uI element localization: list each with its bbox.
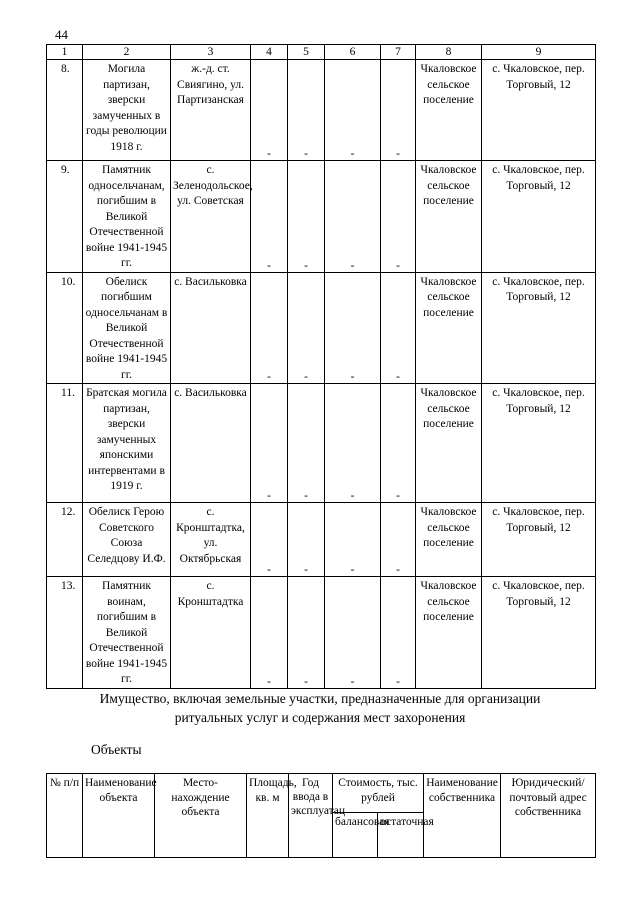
section-heading-line: ритуальных услуг и содержания мест захоронения (174, 710, 466, 725)
column-number: 6 (325, 45, 381, 60)
col7-value: - (381, 60, 416, 161)
row-number: 12. (47, 503, 83, 577)
col5-value: - (288, 272, 325, 384)
object-location: с. Зеленодольское, ул. Советская (171, 161, 251, 273)
column-number: 3 (171, 45, 251, 60)
owner-address: с. Чкаловское, пер. Торговый, 12 (482, 60, 596, 161)
col-residual-header: остаточная (378, 813, 424, 858)
col7-value: - (381, 503, 416, 577)
col4-value: - (251, 577, 288, 689)
column-number: 9 (482, 45, 596, 60)
col5-value: - (288, 60, 325, 161)
col4-value: - (251, 503, 288, 577)
col7-value: - (381, 272, 416, 384)
column-number: 7 (381, 45, 416, 60)
object-location: с. Кронштадтка, ул. Октябрьская (171, 503, 251, 577)
col6-value: - (325, 503, 381, 577)
object-name: Могила партизан, зверски замученных в годы революции 1918 г. (83, 60, 171, 161)
object-location: с. Васильковка (171, 272, 251, 384)
page-number: 44 (55, 27, 68, 42)
col-location-header: Место-нахождение объекта (155, 774, 247, 858)
col4-value: - (251, 272, 288, 384)
col5-value: - (288, 503, 325, 577)
col7-value: - (381, 161, 416, 273)
column-number: 5 (288, 45, 325, 60)
col-owner-header: Наименование собственника (424, 774, 501, 858)
object-location: с. Васильковка (171, 384, 251, 503)
owner: Чкаловское сельское поселение (416, 272, 482, 384)
owner: Чкаловское сельское поселение (416, 60, 482, 161)
table-row (47, 161, 596, 273)
col4-value: - (251, 384, 288, 503)
row-number: 9. (47, 161, 83, 273)
col6-value: - (325, 577, 381, 689)
col6-value: - (325, 272, 381, 384)
col7-value: - (381, 577, 416, 689)
owner: Чкаловское сельское поселение (416, 577, 482, 689)
owner-address: с. Чкаловское, пер. Торговый, 12 (482, 384, 596, 503)
objects-label: Объекты (91, 742, 142, 757)
col-year-header: Год ввода в эксплуатац (289, 774, 333, 858)
table-row (47, 272, 596, 384)
row-number: 8. (47, 60, 83, 161)
col5-value: - (288, 384, 325, 503)
row-number: 10. (47, 272, 83, 384)
col-cost-header: Стоимость, тыс. рублей (333, 774, 424, 813)
col-address-header: Юридический/ почтовый адрес собственника (501, 774, 596, 858)
col7-value: - (381, 384, 416, 503)
header-row (47, 774, 596, 813)
object-name: Братская могила партизан, зверски замученных японскими интервентами в 1919 г. (83, 384, 171, 503)
col5-value: - (288, 577, 325, 689)
column-number: 1 (47, 45, 83, 60)
object-location: с. Кронштадтка (171, 577, 251, 689)
col4-value: - (251, 161, 288, 273)
owner-address: с. Чкаловское, пер. Торговый, 12 (482, 577, 596, 689)
owner: Чкаловское сельское поселение (416, 503, 482, 577)
col4-value: - (251, 60, 288, 161)
table-row (47, 503, 596, 577)
col-balance-header: балансовая (333, 813, 378, 858)
column-number: 8 (416, 45, 482, 60)
table-row (47, 577, 596, 689)
row-number: 13. (47, 577, 83, 689)
col6-value: - (325, 161, 381, 273)
column-number: 4 (251, 45, 288, 60)
object-name: Памятник воинам, погибшим в Великой Отечественной войне 1941-1945 гг. (83, 577, 171, 689)
object-name: Памятник односельчанам, погибшим в Великой Отечественной войне 1941-1945 гг. (83, 161, 171, 273)
owner-address: с. Чкаловское, пер. Торговый, 12 (482, 161, 596, 273)
table-row (47, 60, 596, 161)
col-area-header: Площадь, кв. м (247, 774, 289, 858)
section-heading (40, 689, 600, 727)
object-name: Обелиск погибшим односельчанам в Великой Отечественной войне 1941-1945 гг. (83, 272, 171, 384)
owner: Чкаловское сельское поселение (416, 161, 482, 273)
section-heading-line: Имущество, включая земельные участки, предназначенные для организации (99, 691, 541, 706)
column-number-row (47, 45, 596, 60)
owner-address: с. Чкаловское, пер. Торговый, 12 (482, 272, 596, 384)
col6-value: - (325, 60, 381, 161)
owner: Чкаловское сельское поселение (416, 384, 482, 503)
owner-address: с. Чкаловское, пер. Торговый, 12 (482, 503, 596, 577)
col-name-header: Наименование объекта (83, 774, 155, 858)
memorials-table (46, 44, 596, 689)
row-number: 11. (47, 384, 83, 503)
col6-value: - (325, 384, 381, 503)
column-number: 2 (83, 45, 171, 60)
object-location: ж.-д. ст. Свиягино, ул. Партизанская (171, 60, 251, 161)
objects-table (46, 773, 596, 858)
col-num-header: № п/п (47, 774, 83, 858)
table-row (47, 384, 596, 503)
col5-value: - (288, 161, 325, 273)
object-name: Обелиск Герою Советского Союза Селедцову И.Ф. (83, 503, 171, 577)
